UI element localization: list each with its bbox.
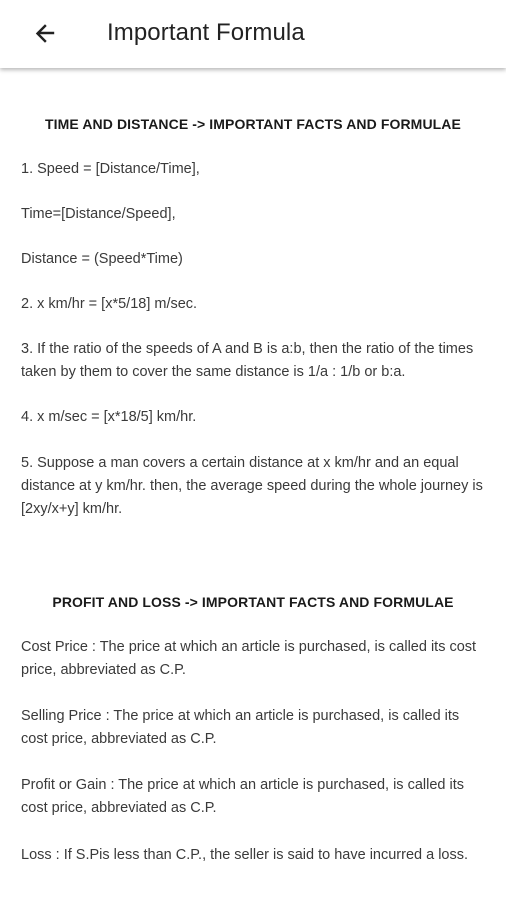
formula-item: Loss : If S.Pis less than C.P., the seller is said to have incurred a loss. [21, 847, 469, 863]
app-bar [0, 0, 506, 68]
section-heading-profit-loss: PROFIT AND LOSS -> IMPORTANT FACTS AND FORMULAE [52, 594, 454, 610]
formula-item: Distance = (Speed*Time) [21, 251, 183, 267]
formula-item: Time=[Distance/Speed], [21, 206, 176, 222]
page-title: Important Formula [107, 19, 305, 46]
formula-item: 5. Suppose a man covers a certain distance at x km/hr and an equal distance at y km/hr. then, the average speed during the whole journey is [2xy/x+y] km/hr. [21, 455, 483, 517]
formula-content[interactable] [0, 70, 506, 900]
formula-item: 2. x km/hr = [x*5/18] m/sec. [21, 296, 198, 312]
formula-item: Profit or Gain : The price at which an article is purchased, is called its cost price, abbreviated as C.P. [21, 777, 464, 816]
formula-item: Cost Price : The price at which an article is purchased, is called its cost price, abbreviated as C.P. [21, 639, 477, 678]
section-heading-time-distance: TIME AND DISTANCE -> IMPORTANT FACTS AND FORMULAE [45, 116, 461, 132]
back-button[interactable] [24, 14, 64, 54]
formula-item: 3. If the ratio of the speeds of A and B is a:b, then the ratio of the times taken by them to cover the same distance is 1/a : 1/b or b:a. [21, 341, 474, 380]
formula-item: Selling Price : The price at which an article is purchased, is called its cost price, abbreviated as C.P. [21, 708, 460, 747]
formula-item: 4. x m/sec = [x*18/5] km/hr. [21, 409, 197, 425]
formula-item: 1. Speed = [Distance/Time], [21, 161, 200, 177]
arrow-back-icon [24, 14, 64, 54]
